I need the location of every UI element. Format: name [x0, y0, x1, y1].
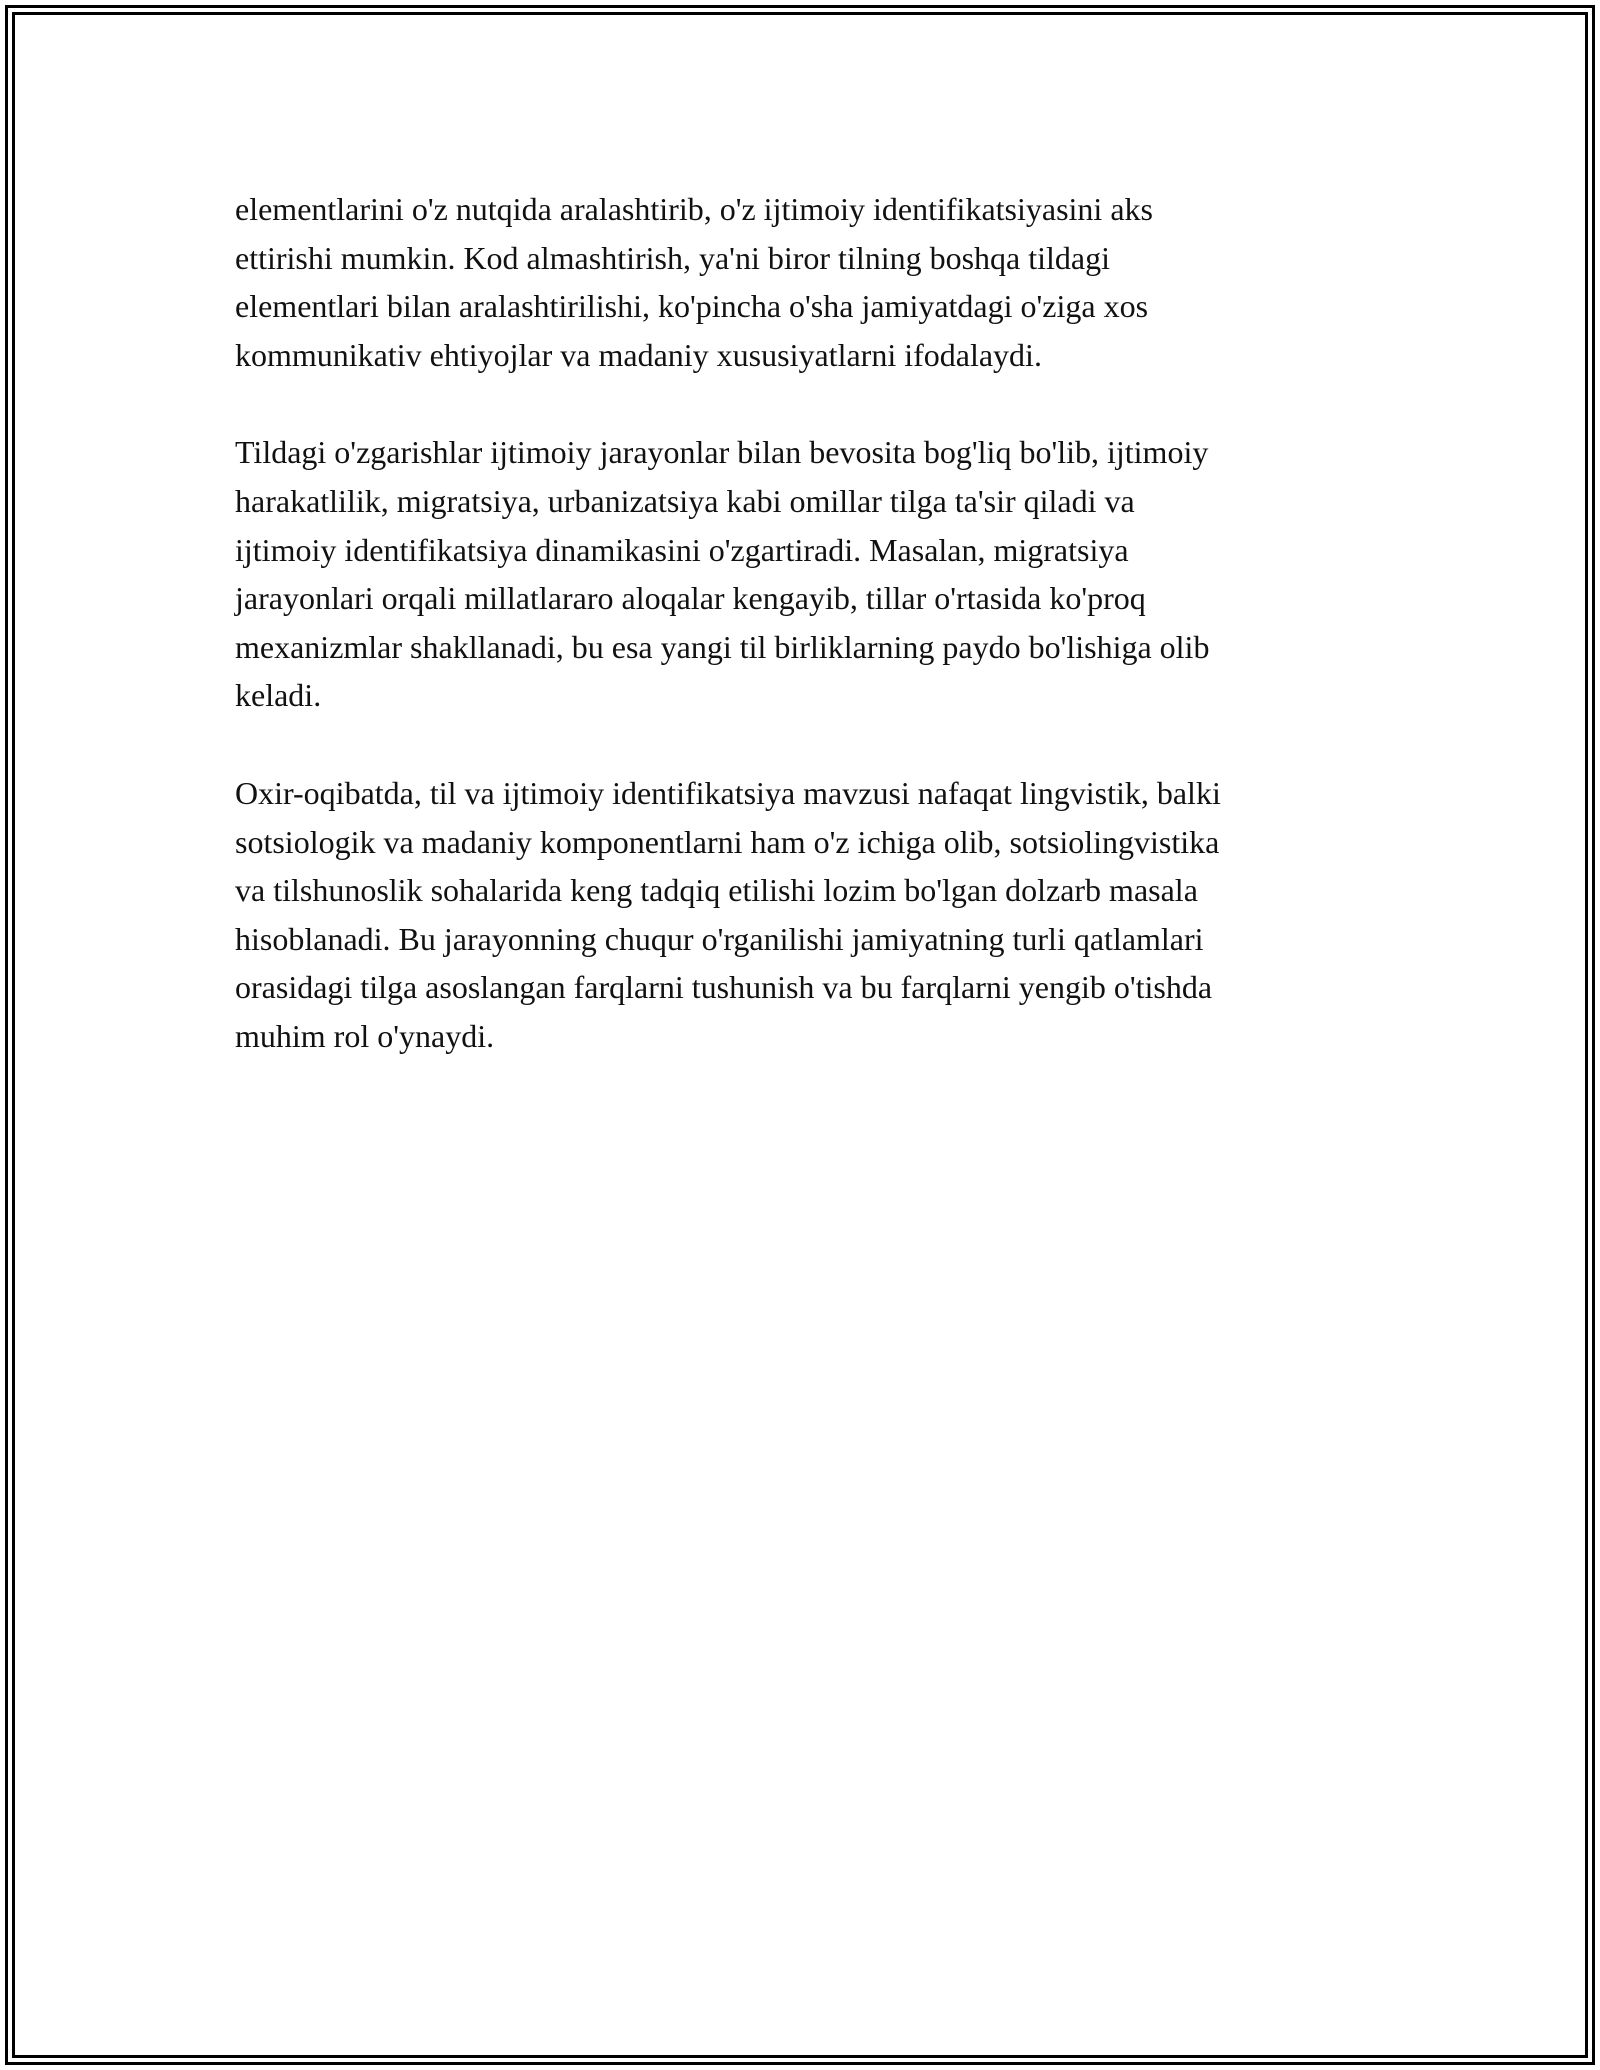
paragraph-3: Oxir-oqibatda, til va ijtimoiy identifikatsiya mavzusi nafaqat lingvistik, balki sotsiologik va madaniy komponentlarni ham o'z ichiga olib, sotsiolingvistika va tilshunoslik sohalarida keng tadqiq etilishi lozim bo'lgan dolzarb masala hisoblanadi. Bu jarayonning chuqur o'rganilishi jamiyatning turli qatlamlari orasidagi tilga asoslangan farqlarni tushunish va bu farqlarni yengib o'tishda muhim rol o'ynaydi.: [235, 774, 1221, 1054]
paragraph-1: elementlarini o'z nutqida aralashtirib, o'z ijtimoiy identifikatsiyasini aks ettirishi mumkin. Kod almashtirish, ya'ni biror tilning boshqa tildagi elementlari bilan aralashtirilishi, ko'pincha o'sha jamiyatdagi o'ziga xos kommunikativ ehtiyojlar va madaniy xususiyatlarni ifodalaydi.: [235, 191, 1153, 373]
paragraph-2: Tildagi o'zgarishlar ijtimoiy jarayonlar bilan bevosita bog'liq bo'lib, ijtimoiy harakatlilik, migratsiya, urbanizatsiya kabi omillar tilga ta'sir qiladi va ijtimoiy identifikatsiya dinamikasini o'zgartiradi. Masalan, migratsiya jarayonlari orqali millatlararo aloqalar kengayib, tillar o'rtasida ko'proq mexanizmlar shakllanadi, bu esa yangi til birliklarning paydo bo'lishiga olib keladi.: [235, 434, 1210, 714]
document-body: [235, 185, 1375, 1110]
